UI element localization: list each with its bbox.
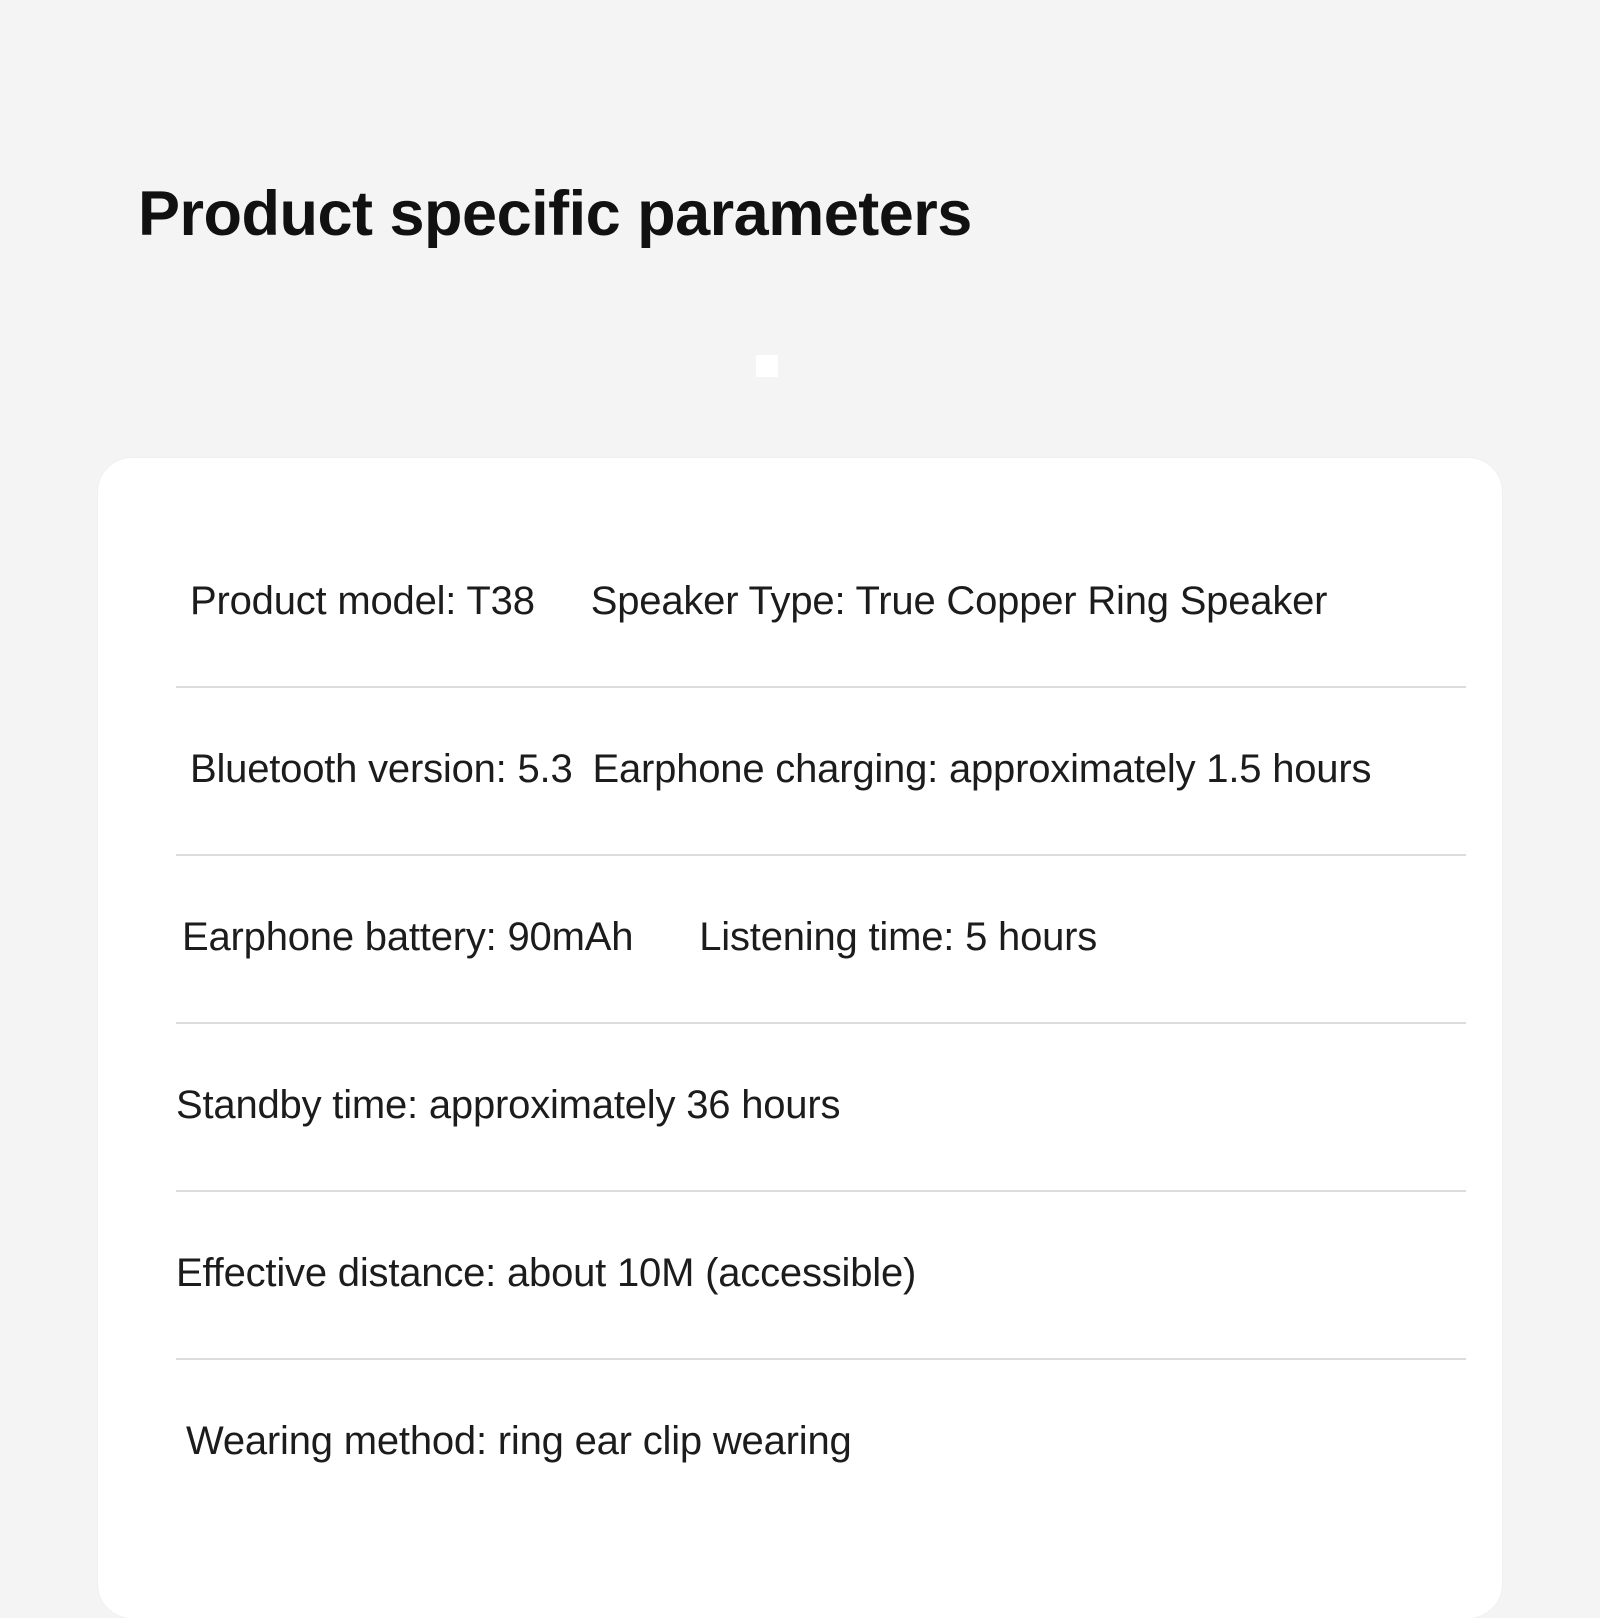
page-title: Product specific parameters [138, 179, 972, 249]
spec-label-wearing-method: Wearing method: ring ear clip wearing [186, 1418, 852, 1463]
spec-label-earphone-battery: Earphone battery: 90mAh [182, 914, 634, 959]
spec-row [176, 542, 1466, 710]
row-divider [176, 686, 1466, 688]
spec-row [176, 878, 1466, 1046]
spec-row [176, 1214, 1466, 1382]
row-divider [176, 854, 1466, 856]
spec-label-speaker-type: Speaker Type: True Copper Ring Speaker [590, 578, 1328, 623]
spec-label-product-model: Product model: T38 [190, 578, 535, 623]
spec-label-standby-time: Standby time: approximately 36 hours [176, 1082, 841, 1127]
spec-card [98, 458, 1502, 1618]
spec-row [176, 1046, 1466, 1214]
spec-row [176, 1382, 1466, 1550]
spec-label-effective-distance: Effective distance: about 10M (accessible) [176, 1250, 917, 1295]
row-divider [176, 1190, 1466, 1192]
spec-label-bluetooth-version: Bluetooth version: 5.3 [190, 746, 573, 791]
spec-label-listening-time: Listening time: 5 hours [699, 914, 1098, 959]
spec-label-earphone-charging: Earphone charging: approximately 1.5 hours [592, 746, 1372, 791]
spec-list [176, 542, 1466, 1550]
decorative-square [756, 355, 778, 377]
spec-row [176, 710, 1466, 878]
row-divider [176, 1022, 1466, 1024]
row-divider [176, 1358, 1466, 1360]
